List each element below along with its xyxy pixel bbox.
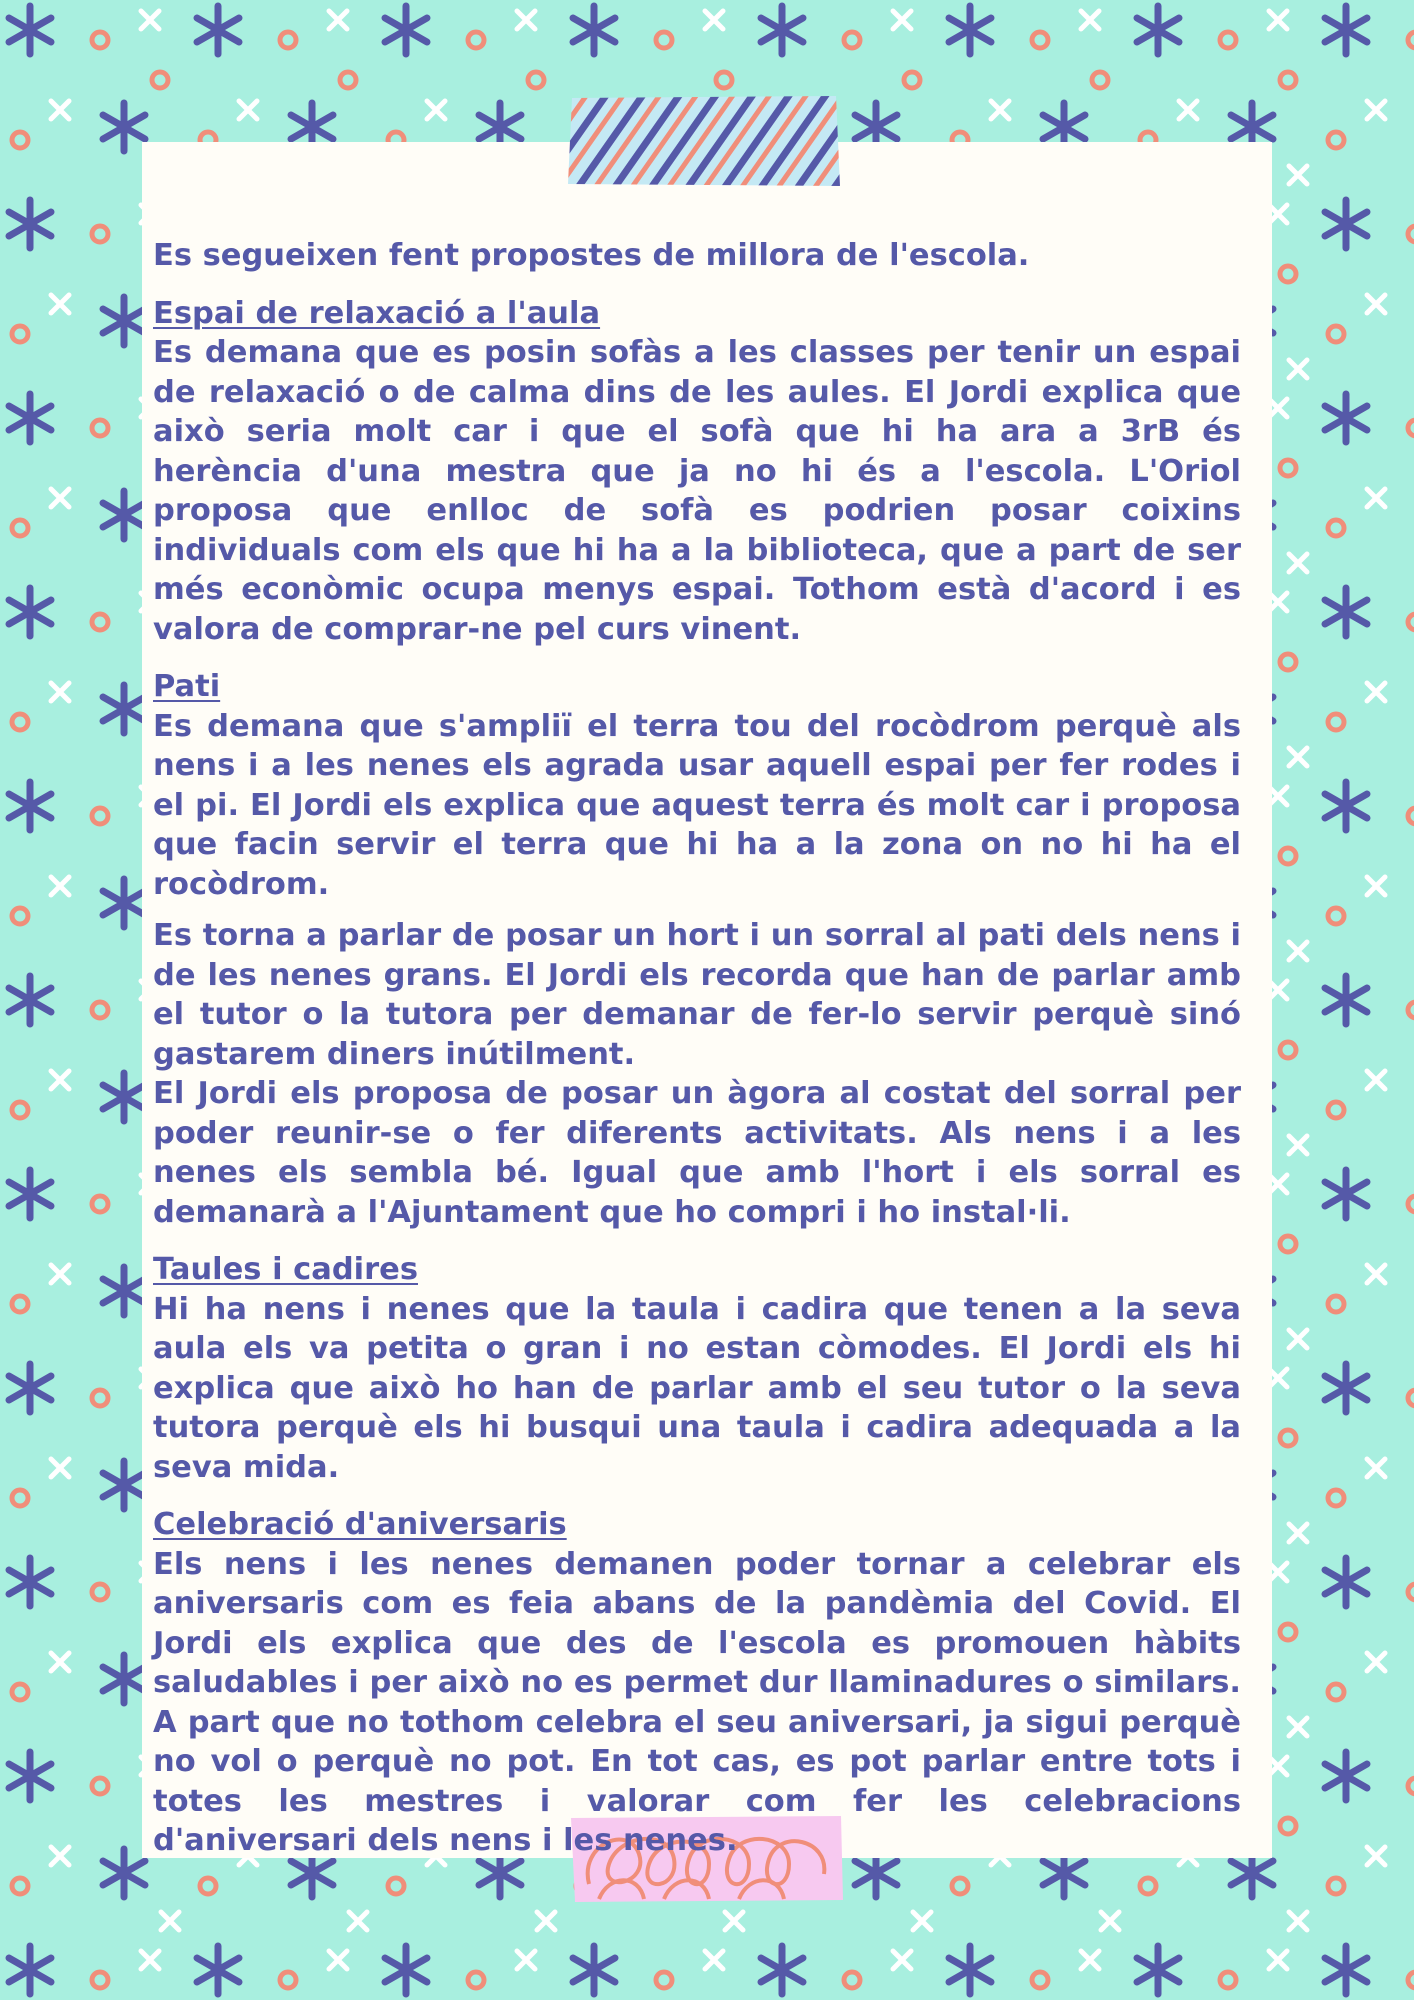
section-paragraph: El Jordi els proposa de posar un àgora al costat del sorral per poder reunir-se o fer diferents activitats. Als nens i a les nenes els sembla bé. Igual que amb l'hort i els sorral es demanarà a l'Ajuntament que ho compri i ho instal·li. — [153, 1076, 1241, 1230]
intro-paragraph: Es segueixen fent propostes de millora de l'escola. — [153, 238, 1030, 273]
section-paragraph: Es demana que es posin sofàs a les classes per tenir un espai de relaxació o de calma dins de les aules. El Jordi explica que això seria molt car i que el sofà que hi ha ara a 3rB és herència d'una mestra que ja no hi és a l'escola. L'Oriol proposa que enlloc de sofà es podrien posar coixins individuals com els que hi ha a la biblioteca, que a part de ser més econòmic ocupa menys espai. Tothom està d'acord i es valora de comprar-ne pel curs vinent. — [153, 335, 1241, 647]
section-relaxation-space — [153, 294, 1241, 650]
section-heading: Pati — [153, 669, 221, 704]
section-paragraph: Hi ha nens i nenes que la taula i cadira que tenen a la seva aula els va petita o gran i no estan còmodes. El Jordi els hi explica que això ho han de parlar amb el seu tutor o la seva tutora perquè els hi busqui una taula i cadira adequada a la seva mida. — [153, 1291, 1241, 1485]
section-paragraph: Es torna a parlar de posar un hort i un sorral al pati dels nens i de les nenes grans. El Jordi els recorda que han de parlar amb el tutor o la tutora per demanar de fer-lo servir perquè sinó gastarem diners inútilment. — [153, 918, 1241, 1072]
section-paragraph: Els nens i les nenes demanen poder tornar a celebrar els aniversaris com es feia abans de la pandèmia del Covid. El Jordi els explica que des de l'escola es promouen hàbits saludables i per això no es permet dur llaminadures o similars. A part que no tothom celebra el seu aniversari, ja sigui perquè no vol o perquè no pot. En tot cas, es pot parlar entre tots i totes les mestres i valorar com fer les celebracions d'aniversari dels nens i les nenes. — [153, 1546, 1241, 1858]
section-tables-chairs — [153, 1250, 1241, 1487]
section-heading: Espai de relaxació a l'aula — [153, 295, 601, 331]
section-paragraph: Es demana que s'ampliï el terra tou del rocòdrom perquè als nens i a les nenes els agrada usar aquell espai per fer rodes i el pi. El Jordi els explica que aquest terra és molt car i proposa que facin servir el terra que hi ha a la zona on no hi ha el rocòdrom. — [153, 708, 1241, 902]
section-playground — [153, 667, 1241, 1232]
section-heading: Taules i cadires — [153, 1252, 418, 1287]
section-birthdays — [153, 1505, 1241, 1861]
minutes-text — [153, 236, 1241, 1879]
section-heading: Celebració d'aniversaris — [153, 1507, 567, 1542]
washi-tape-top — [566, 94, 842, 188]
